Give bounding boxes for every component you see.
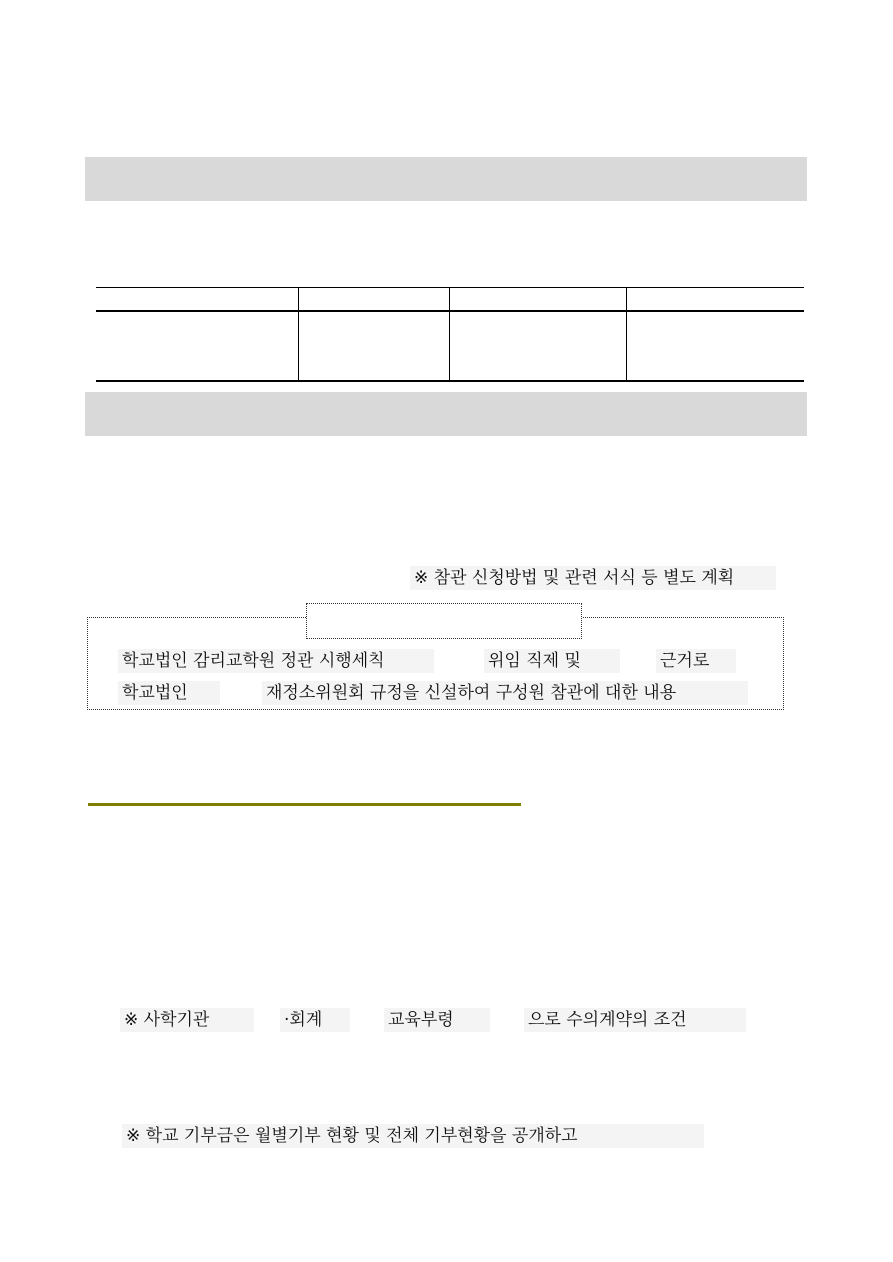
table-col-divider: [626, 287, 627, 381]
section-header-bar-2: [85, 392, 807, 436]
contract-notice-part-b: ·회계: [280, 1008, 350, 1032]
content-box-label: [306, 603, 582, 639]
box-line-2-part-b: 재정소위원회 규정을 신설하여 구성원 참관에 대한 내용: [262, 681, 748, 705]
section-header-bar-1: [85, 157, 807, 201]
contract-notice-part-d: 으로 수의계약의 조건: [524, 1008, 746, 1032]
box-line-1-part-b: 위임 직제 및: [484, 649, 620, 673]
contract-notice-part-c: 교육부령: [384, 1008, 490, 1032]
contract-notice-part-a: ※ 사학기관: [120, 1008, 254, 1032]
box-line-1-part-c: 근거로: [656, 649, 736, 673]
table-col-divider: [298, 287, 299, 381]
table-top-rule: [96, 287, 804, 288]
section-underline: [88, 803, 521, 806]
donation-notice: ※ 학교 기부금은 월별기부 현황 및 전체 기부현황을 공개하고: [122, 1124, 704, 1148]
table-header-rule: [96, 310, 804, 312]
box-line-2-part-a: 학교법인: [118, 681, 220, 705]
box-line-1-part-a: 학교법인 감리교학원 정관 시행세칙: [118, 649, 434, 673]
table-bottom-rule: [96, 380, 804, 382]
table-col-divider: [449, 287, 450, 381]
schedule-notice: ※ 참관 신청방법 및 관련 서식 등 별도 계획: [410, 566, 776, 590]
